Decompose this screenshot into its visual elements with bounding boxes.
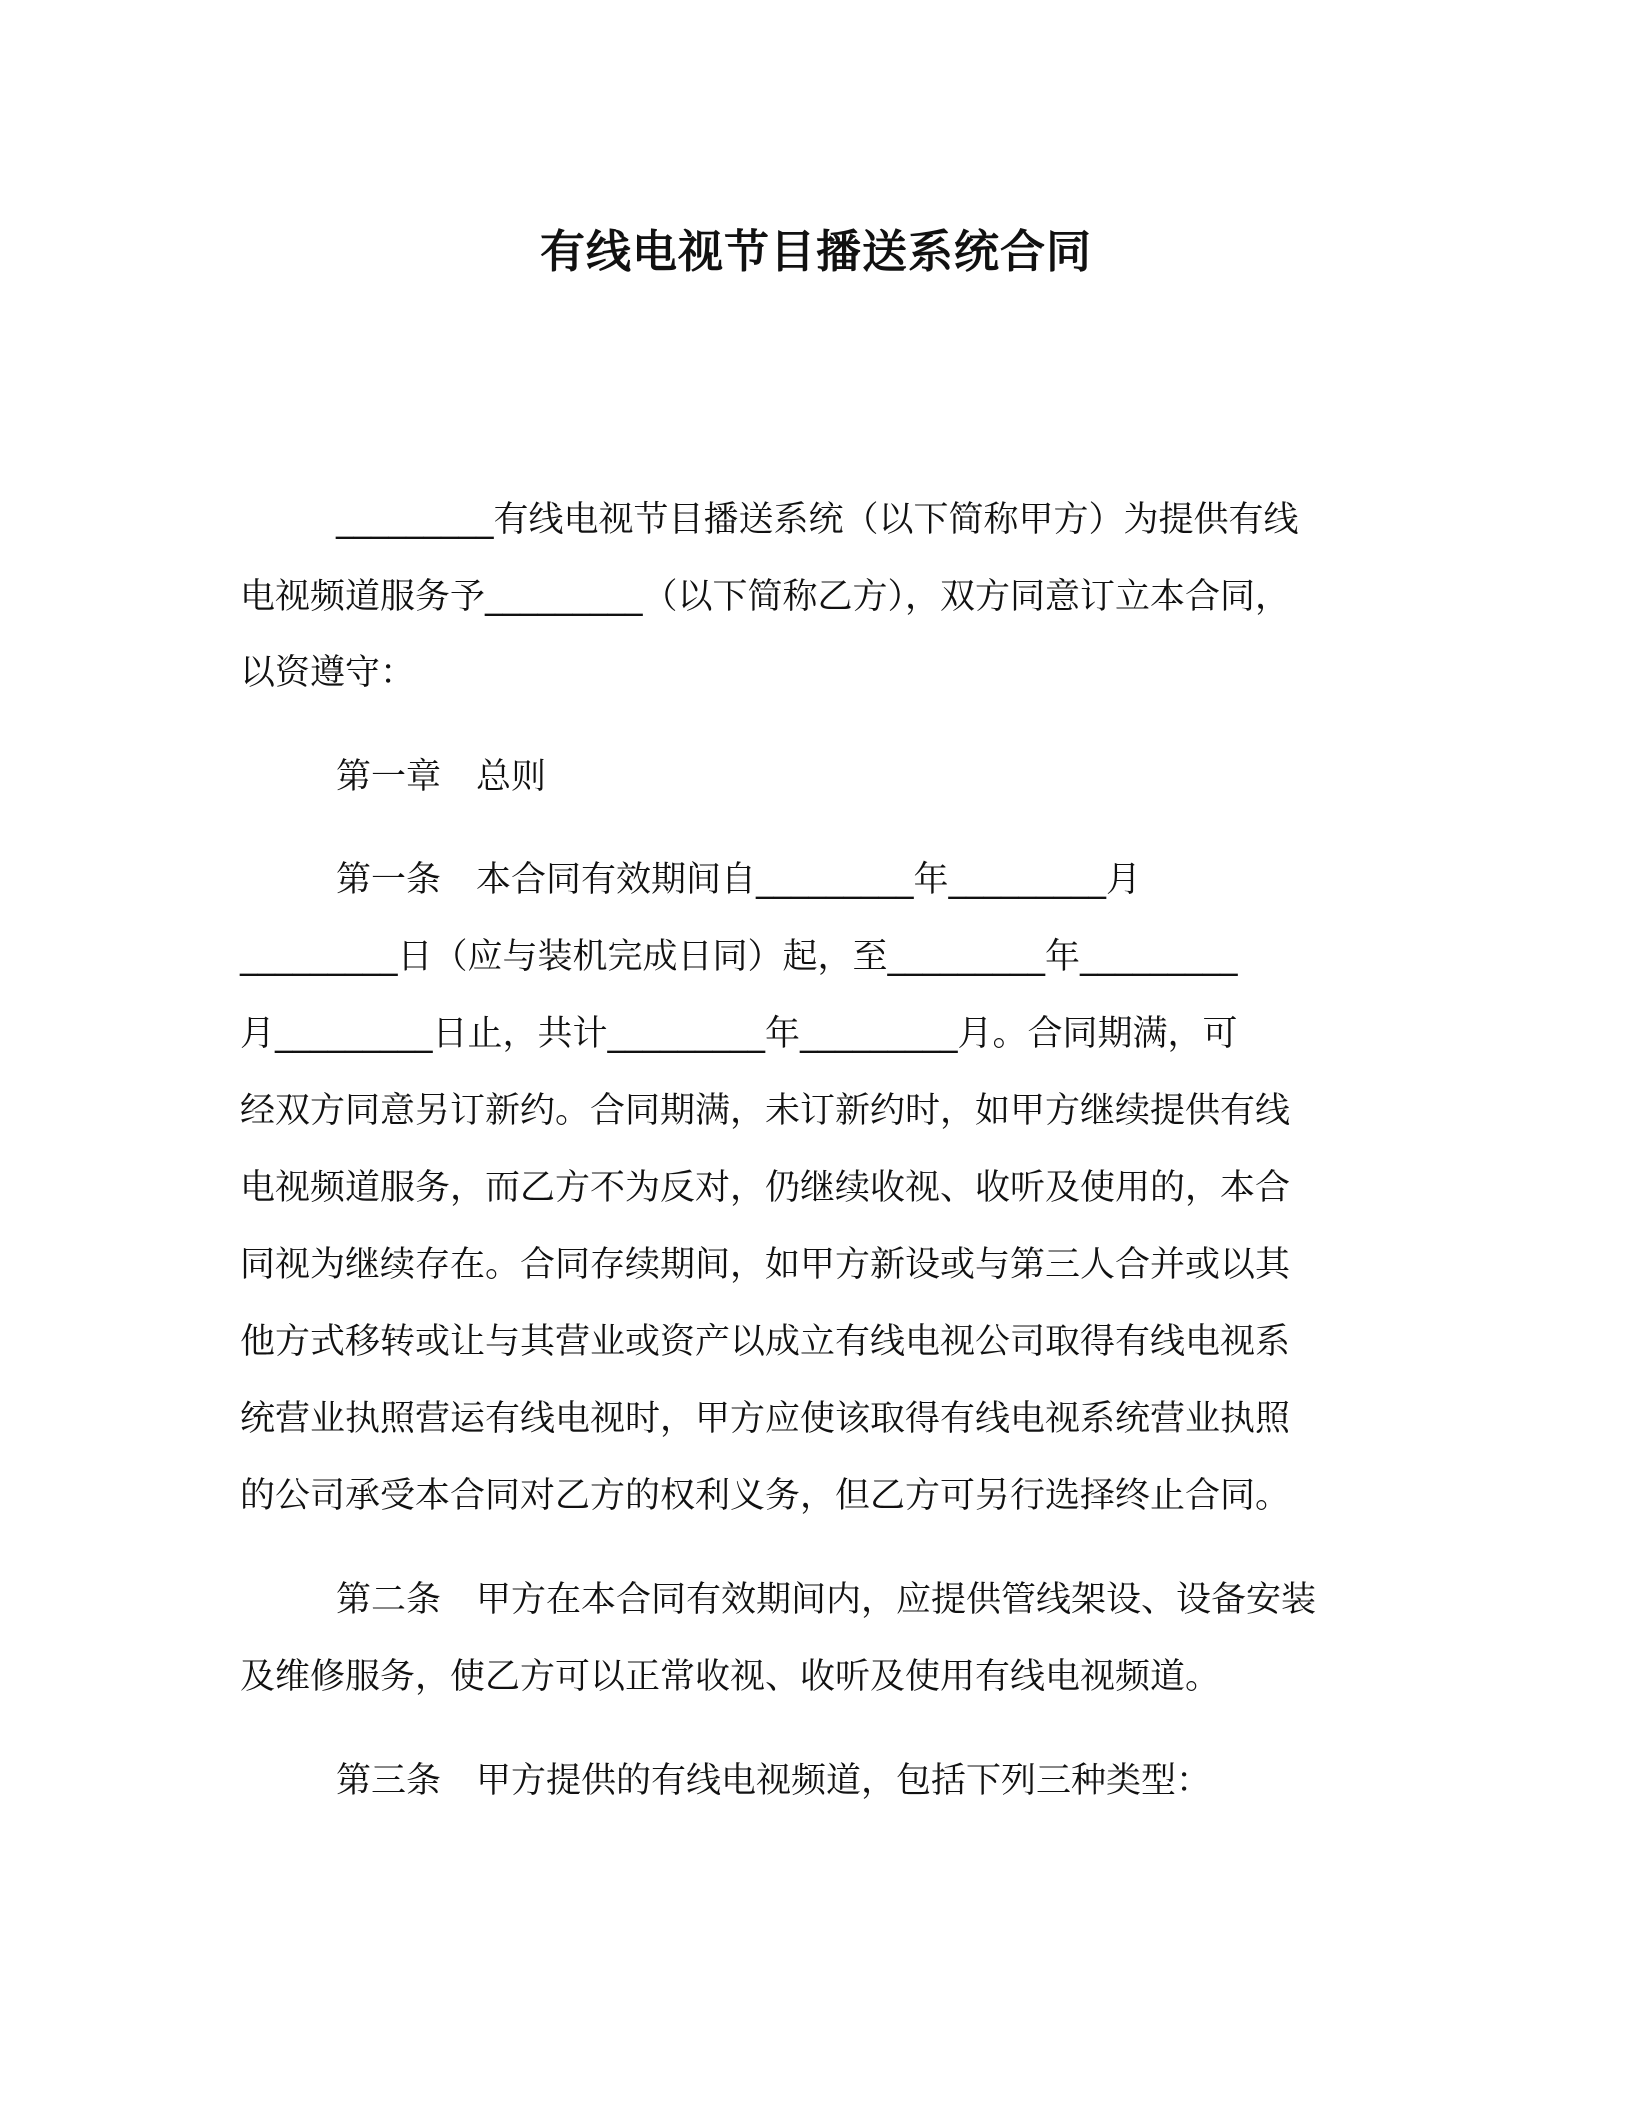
article-1-line-4: 经双方同意另订新约。合同期满，未订新约时，如甲方继续提供有线 bbox=[240, 1091, 1291, 1131]
intro-line-2: 电视频道服务予_________（以下简称乙方），双方同意订立本合同， bbox=[240, 577, 1291, 617]
article-1-line-7: 他方式移转或让与其营业或资产以成立有线电视公司取得有线电视系 bbox=[240, 1322, 1291, 1362]
article-1-line-8: 统营业执照营运有线电视时，甲方应使该取得有线电视系统营业执照 bbox=[240, 1399, 1291, 1439]
article-1-line-9: 的公司承受本合同对乙方的权利义务，但乙方可另行选择终止合同。 bbox=[240, 1476, 1291, 1516]
chapter-heading: 第一章 总则 bbox=[336, 757, 547, 797]
article-1-line-2: _________日（应与装机完成日同）起，至_________年_________ bbox=[240, 937, 1238, 977]
document-title: 有线电视节目播送系统合同 bbox=[539, 225, 1092, 278]
intro-line-3: 以资遵守： bbox=[240, 653, 416, 693]
article-2-line-2: 及维修服务，使乙方可以正常收视、收听及使用有线电视频道。 bbox=[240, 1657, 1221, 1697]
article-1-line-5: 电视频道服务，而乙方不为反对，仍继续收视、收听及使用的，本合 bbox=[240, 1168, 1291, 1208]
article-3-line-1: 第三条 甲方提供的有线电视频道，包括下列三种类型： bbox=[336, 1761, 1212, 1801]
intro-line-1: _________有线电视节目播送系统（以下简称甲方）为提供有线 bbox=[336, 500, 1299, 540]
article-1-line-3: 月_________日止，共计_________年_________月。合同期满，可 bbox=[240, 1014, 1238, 1054]
article-1-line-1: 第一条 本合同有效期间自_________年_________月 bbox=[336, 860, 1142, 900]
article-2-line-1: 第二条 甲方在本合同有效期间内，应提供管线架设、设备安装 bbox=[336, 1580, 1317, 1620]
article-1-line-6: 同视为继续存在。合同存续期间，如甲方新设或与第三人合并或以其 bbox=[240, 1245, 1291, 1285]
